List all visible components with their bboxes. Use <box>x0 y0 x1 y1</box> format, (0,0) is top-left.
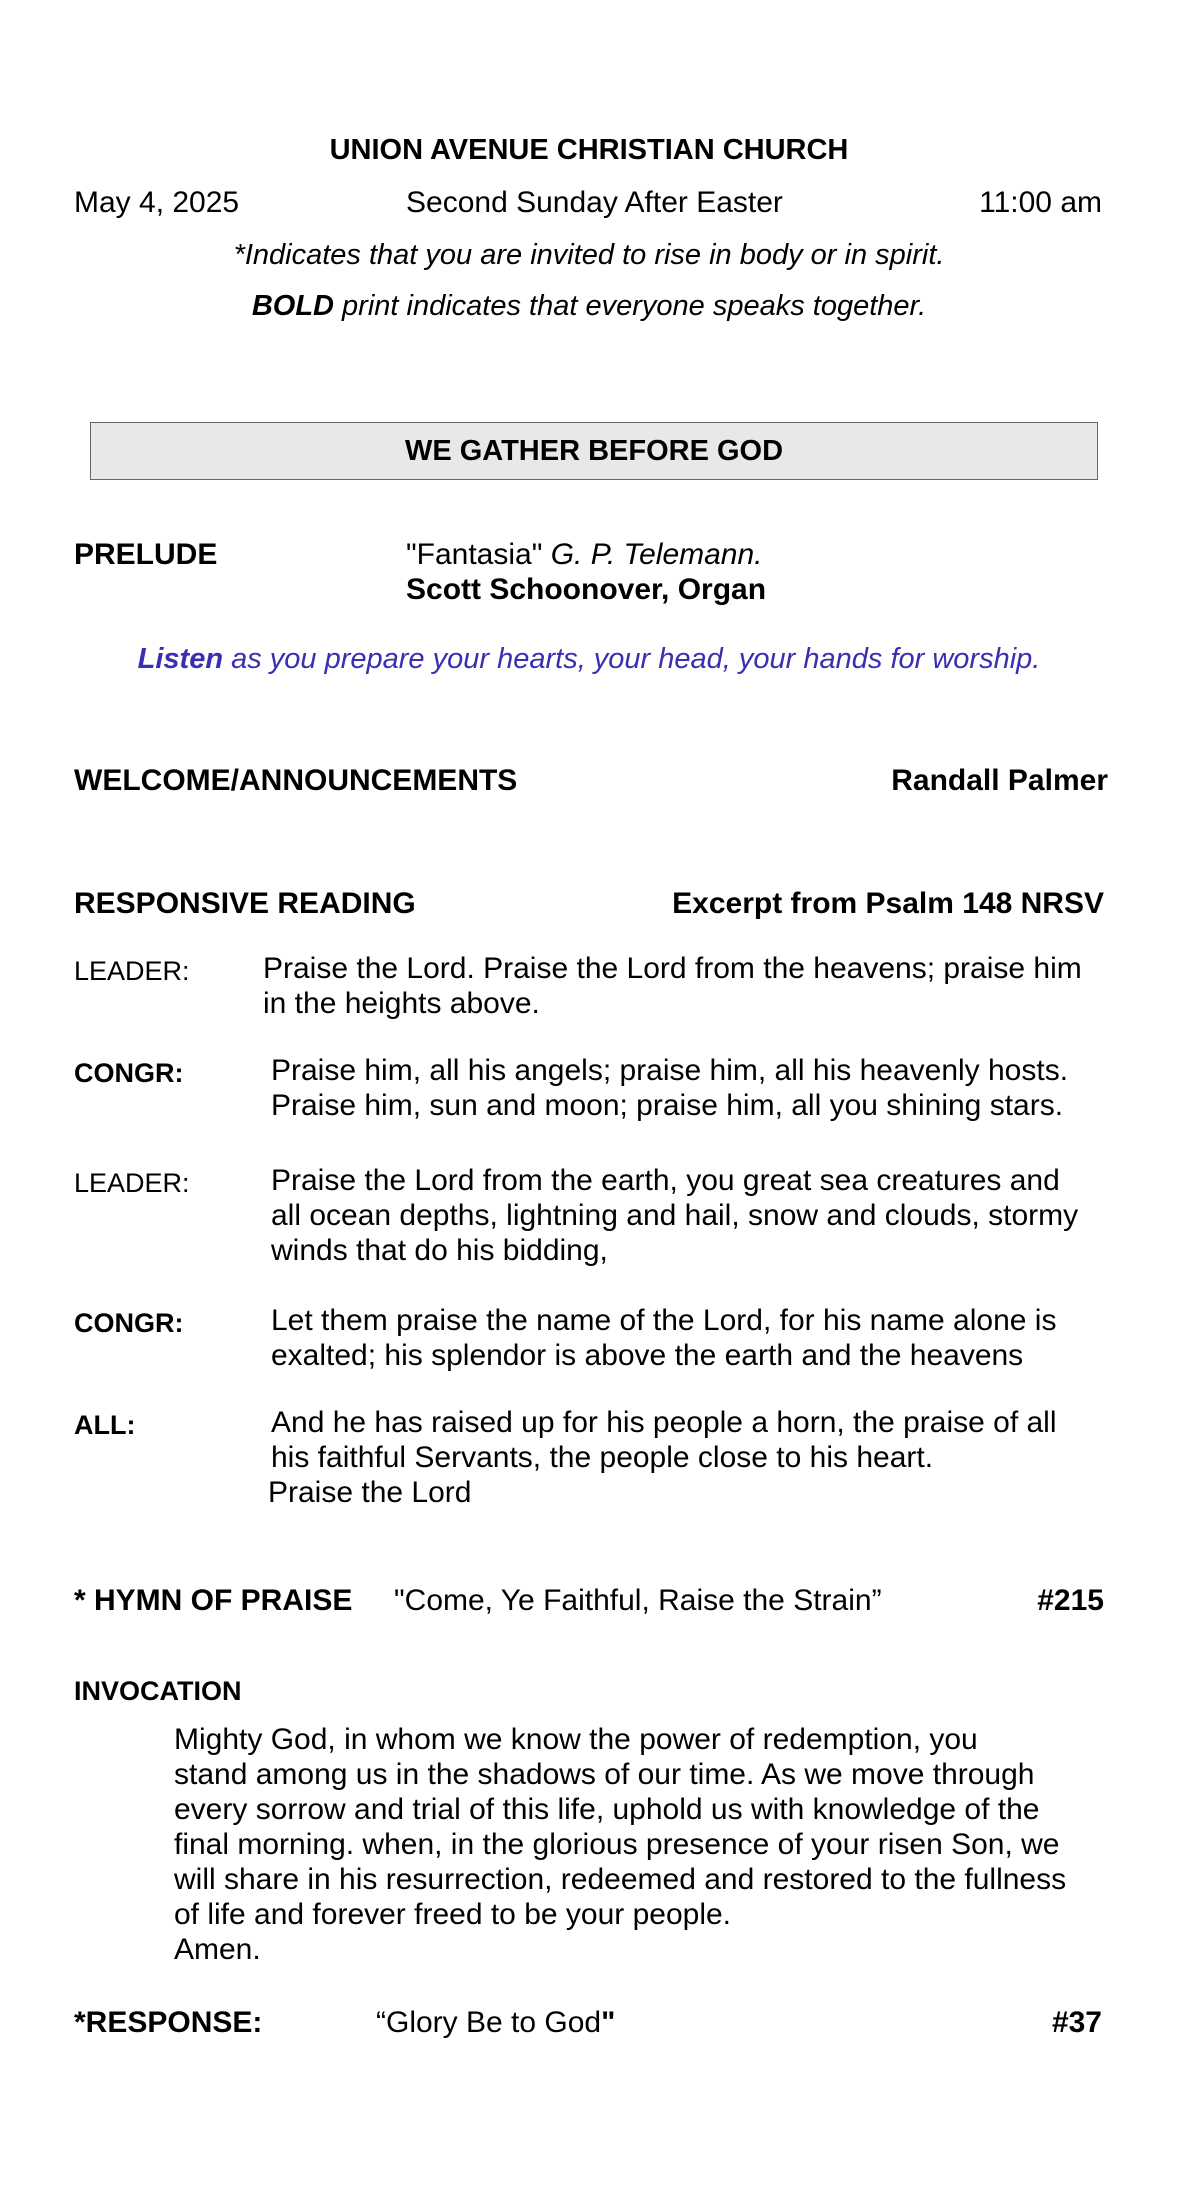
reading-role: LEADER: <box>74 956 190 986</box>
service-date: May 4, 2025 <box>74 186 240 219</box>
response-title-text: “Glory Be to God <box>376 2006 602 2039</box>
response-title <box>376 2006 615 2040</box>
reading-line: And he has raised up for his people a horn, the praise of all <box>271 1406 1057 1439</box>
reading-role: CONGR: <box>74 1058 184 1088</box>
reading-text <box>263 951 1082 1021</box>
reading-text <box>271 1163 1078 1268</box>
prelude-label: PRELUDE <box>74 538 218 571</box>
response-label: *RESPONSE: <box>74 2006 263 2039</box>
service-occasion: Second Sunday After Easter <box>406 186 783 219</box>
invocation-line: stand among us in the shadows of our time. As we move through <box>174 1758 1035 1791</box>
reading-line: winds that do his bidding, <box>271 1234 608 1267</box>
invocation-line: every sorrow and trial of this life, uphold us with knowledge of the <box>174 1793 1040 1826</box>
service-time: 11:00 am <box>979 186 1102 219</box>
reading-line: Praise him, sun and moon; praise him, all you shining stars. <box>271 1089 1064 1122</box>
invocation-line: final morning. when, in the glorious presence of your risen Son, we <box>174 1828 1060 1861</box>
welcome-speaker: Randall Palmer <box>891 764 1108 797</box>
invocation-line: will share in his resurrection, redeemed and restored to the fullness <box>174 1863 1067 1896</box>
church-name: UNION AVENUE CHRISTIAN CHURCH <box>329 134 849 166</box>
reading-line: in the heights above. <box>263 987 540 1020</box>
bold-note-keyword: BOLD <box>251 290 334 322</box>
hymn-title: "Come, Ye Faithful, Raise the Strain” <box>394 1584 882 1617</box>
reading-text <box>268 1405 1057 1510</box>
listen-note <box>0 643 1178 676</box>
invocation-text <box>174 1722 1066 1967</box>
reading-line: Praise him, all his angels; praise him, all his heavenly hosts. <box>271 1054 1069 1087</box>
reading-line: Praise the Lord from the earth, you great sea creatures and <box>271 1164 1060 1197</box>
reading-label: RESPONSIVE READING <box>74 887 416 920</box>
reading-text <box>271 1053 1068 1123</box>
invocation-line: of life and forever freed to be your people. <box>174 1898 732 1931</box>
listen-keyword: Listen <box>137 643 224 675</box>
prelude-title: "Fantasia" <box>406 538 543 571</box>
invocation-label: INVOCATION <box>74 1676 242 1706</box>
prelude-composer: G. P. Telemann. <box>542 538 763 571</box>
reading-line: all ocean depths, lightning and hail, snow and clouds, stormy <box>271 1199 1079 1232</box>
reading-line: Praise the Lord <box>268 1476 472 1509</box>
response-title-quote: " <box>601 2006 616 2039</box>
hymn-label: * HYMN OF PRAISE <box>74 1584 353 1617</box>
reading-line: exalted; his splendor is above the earth and the heavens <box>271 1339 1024 1372</box>
hymn-number: #215 <box>1037 1584 1104 1617</box>
prelude-piece <box>406 538 763 572</box>
reading-line: Praise the Lord. Praise the Lord from the heavens; praise him <box>263 952 1082 985</box>
reading-text <box>271 1303 1056 1373</box>
rise-note: *Indicates that you are invited to rise in body or in spirit. <box>233 239 945 271</box>
listen-text: as you prepare your hearts, your head, your hands for worship. <box>223 643 1041 675</box>
section-banner: WE GATHER BEFORE GOD <box>90 422 1098 480</box>
reading-role: CONGR: <box>74 1308 184 1338</box>
prelude-performer: Scott Schoonover, Organ <box>406 573 767 606</box>
reading-source: Excerpt from Psalm 148 NRSV <box>672 887 1104 920</box>
reading-role: ALL: <box>74 1410 136 1440</box>
bold-note <box>0 290 1178 323</box>
invocation-line: Mighty God, in whom we know the power of redemption, you <box>174 1723 978 1756</box>
response-number: #37 <box>1051 2006 1102 2039</box>
reading-line: his faithful Servants, the people close to his heart. <box>271 1441 934 1474</box>
reading-line: Let them praise the name of the Lord, for his name alone is <box>271 1304 1057 1337</box>
welcome-label: WELCOME/ANNOUNCEMENTS <box>74 764 518 797</box>
reading-role: LEADER: <box>74 1168 190 1198</box>
invocation-line: Amen. <box>174 1933 261 1966</box>
bold-note-text: print indicates that everyone speaks together. <box>334 290 927 322</box>
